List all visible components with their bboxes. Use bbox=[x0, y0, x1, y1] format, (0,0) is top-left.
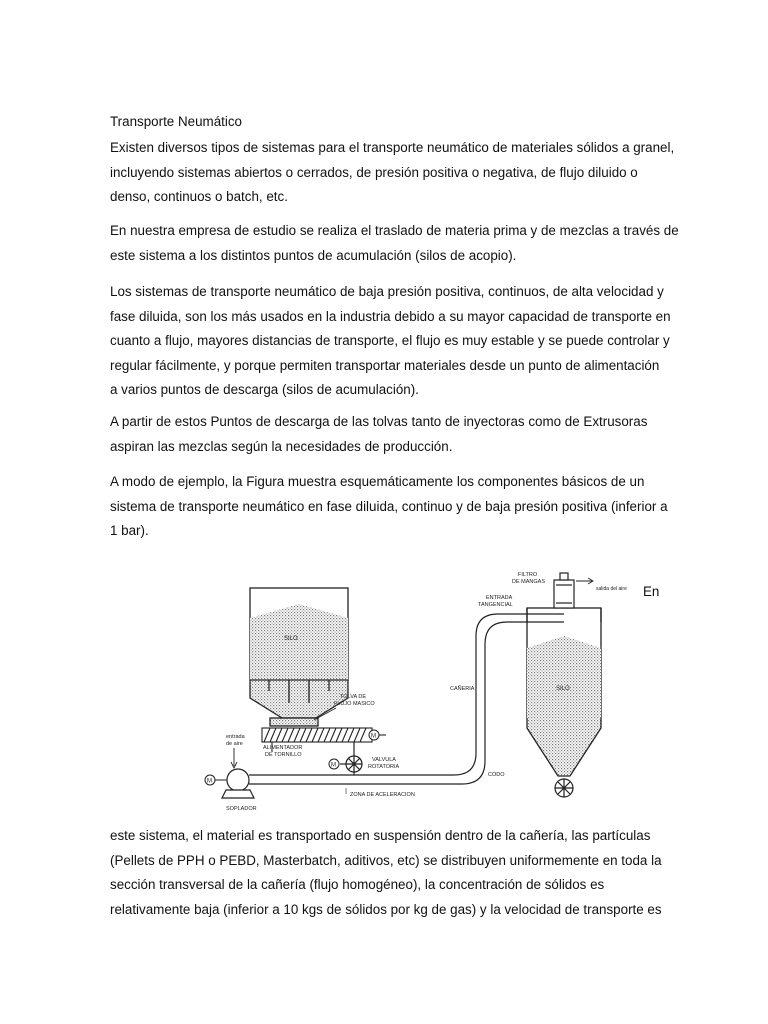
text-line: Existen diversos tipos de sistemas para el transporte neumático de materiales sólidos a granel, bbox=[110, 140, 675, 155]
text-line: regular fácilmente, y porque permiten transportar materiales desde un punto de alimentación bbox=[110, 357, 660, 373]
filtro-label-2: DE MANGAS bbox=[512, 579, 546, 585]
text-line: incluyendo sistemas abiertos o cerrados, de presión positiva o negativa, de flujo diluido o bbox=[110, 164, 638, 180]
document-title: Transporte Neumático bbox=[110, 114, 242, 129]
text-line: 1 bar). bbox=[110, 523, 149, 539]
text-line: denso, continuos o batch, etc. bbox=[110, 189, 288, 205]
discharge-valve bbox=[555, 779, 573, 797]
text-line: aspiran las mezclas según la necesidades de producción. bbox=[110, 438, 453, 454]
text-line: este sistema a los distintos puntos de acumulación (silos de acopio). bbox=[110, 247, 517, 263]
zona-label: ZONA DE ACELERACION bbox=[350, 792, 415, 798]
valvula-label: VALVULA bbox=[372, 757, 396, 763]
motor-blower-label: M bbox=[207, 778, 212, 785]
text-line: sistema de transporte neumático en fase diluida, continuo y de baja presión positiva (inferior a bbox=[110, 498, 668, 514]
filtro-label: FILTRO bbox=[518, 572, 538, 578]
paragraph-1 bbox=[110, 136, 675, 210]
text-line: cuanto a flujo, mayores distancias de transporte, el flujo es muy estable y se puede controlar y bbox=[110, 333, 670, 349]
codo-label: CODO bbox=[488, 772, 505, 778]
tolva-label: TOLVA DE bbox=[340, 694, 366, 700]
text-line: a varios puntos de descarga (silos de acumulación). bbox=[110, 382, 419, 398]
salida-aire-label: salida del aire bbox=[596, 586, 627, 592]
entrada-aire-label: entrada bbox=[226, 734, 245, 740]
text-line: fase diluida, son los más usados en la industria debido a su mayor capacidad de transporte en bbox=[110, 308, 671, 324]
entrada-tangencial-label: ENTRADA bbox=[486, 595, 513, 601]
paragraph-5 bbox=[110, 470, 668, 544]
silo-left-label: SILO bbox=[284, 636, 298, 642]
valvula-label-2: ROTATORIA bbox=[368, 764, 400, 770]
soplador-label: SOPLADOR bbox=[226, 806, 257, 812]
entrada-tangencial-label-2: TANGENCIAL bbox=[478, 602, 513, 608]
text-line: A modo de ejemplo, la Figura muestra esquemáticamente los componentes básicos de un bbox=[110, 474, 645, 489]
text-line: A partir de estos Puntos de descarga de las tolvas tanto de inyectoras como de Extrusoras bbox=[110, 414, 648, 429]
motor-feeder-label: M bbox=[371, 733, 376, 740]
alimentador-label-2: DE TORNILLO bbox=[265, 752, 302, 758]
paragraph-6 bbox=[110, 824, 662, 922]
pneumatic-transport-diagram bbox=[114, 558, 664, 820]
paragraph-2 bbox=[110, 219, 679, 268]
paragraph-4 bbox=[110, 410, 662, 459]
text-line: (Pellets de PPH o PEBD, Masterbatch, aditivos, etc) se distribuyen uniformemente en toda la bbox=[110, 852, 662, 868]
tolva-label-2: FLUJO MASICO bbox=[334, 701, 375, 707]
paragraph-3 bbox=[110, 280, 671, 403]
caneria-label: CAÑERIA bbox=[450, 686, 475, 692]
text-line: En nuestra empresa de estudio se realiza el traslado de materia prima y de mezclas a través de bbox=[110, 223, 679, 238]
text-line: Los sistemas de transporte neumático de baja presión positiva, continuos, de alta velocidad y bbox=[110, 284, 664, 299]
motor-valve-label: M bbox=[331, 762, 336, 769]
text-line: relativamente baja (inferior a 10 kgs de sólidos por kg de gas) y la velocidad de transporte es bbox=[110, 901, 662, 917]
text-line: sección transversal de la cañería (flujo homogéneo), la concentración de sólidos es bbox=[110, 877, 605, 893]
alimentador-label: ALIMENTADOR bbox=[263, 745, 303, 751]
figure-side-text: En bbox=[643, 584, 660, 599]
text-line: este sistema, el material es transportado en suspensión dentro de la cañería, las partículas bbox=[110, 828, 651, 843]
silo-right-label: SILO bbox=[556, 686, 570, 692]
entrada-aire-label-2: de aire bbox=[226, 741, 243, 747]
